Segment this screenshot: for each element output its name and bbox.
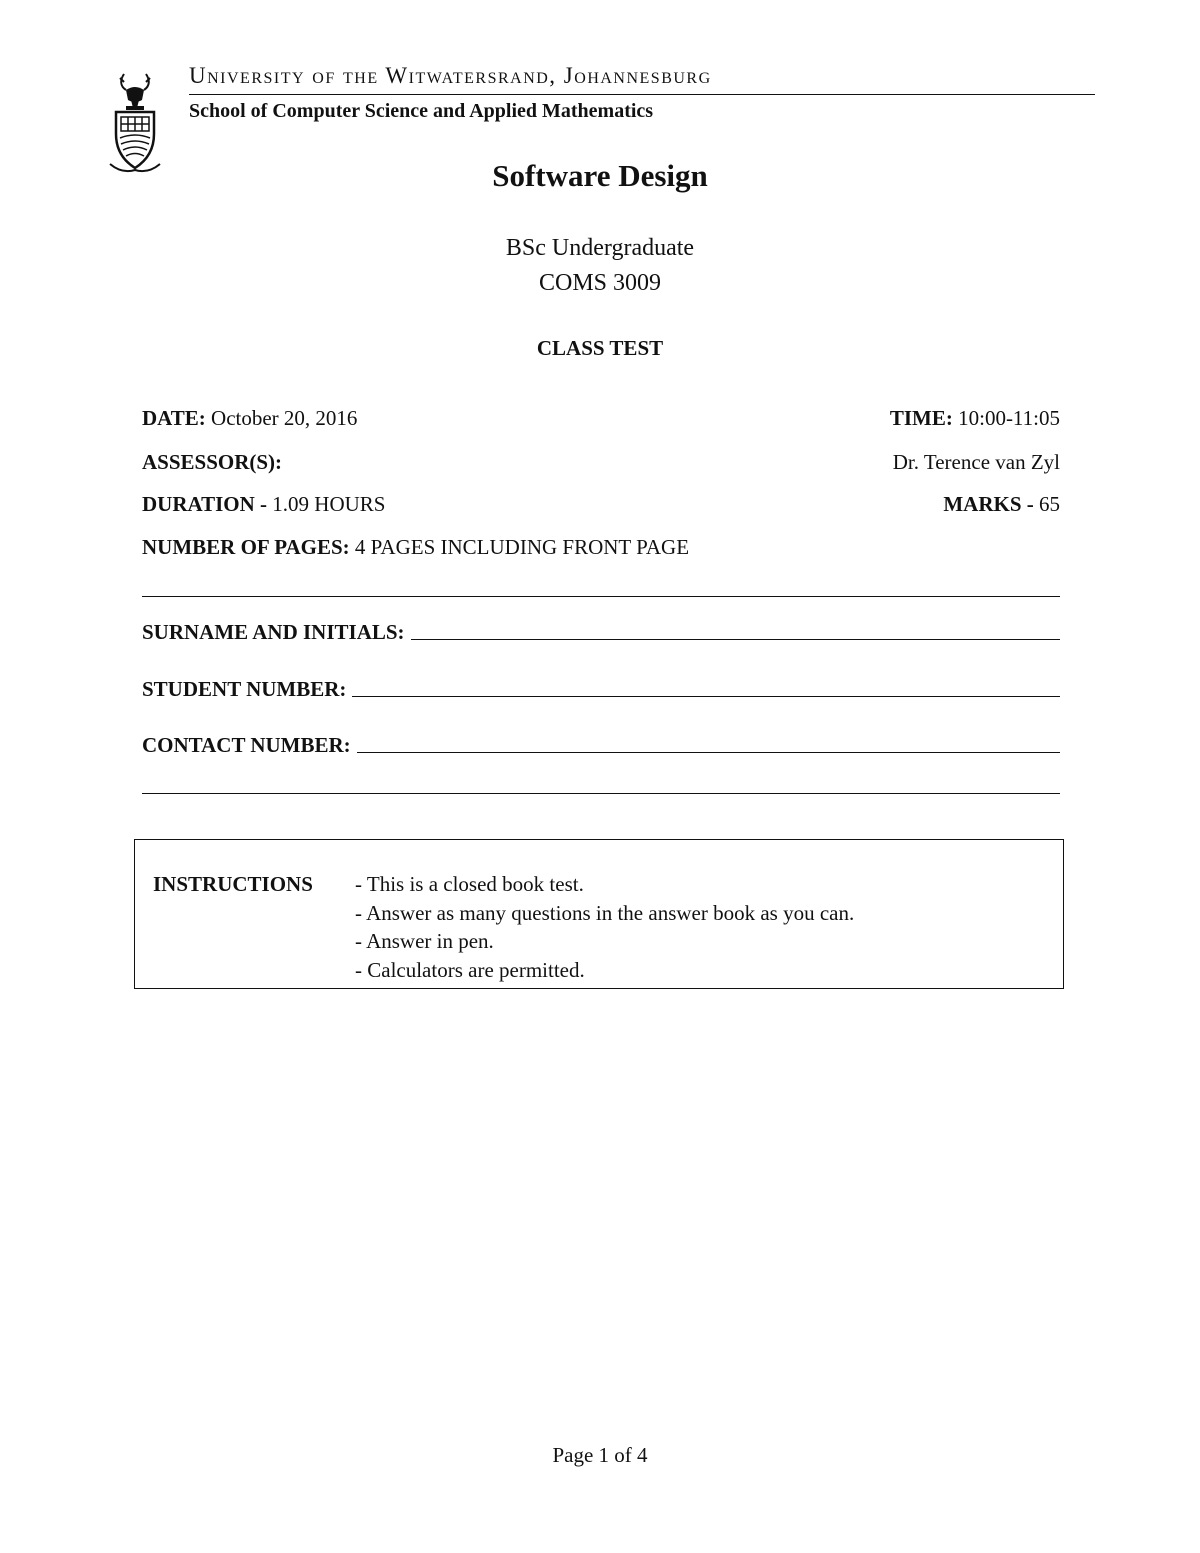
instructions-list: [355, 870, 854, 984]
student-number-field: [142, 673, 1060, 703]
assessor-row: [142, 448, 1060, 476]
pages-value: 4 PAGES INCLUDING FRONT PAGE: [354, 535, 690, 559]
school-name: School of Computer Science and Applied Mathematics: [189, 100, 654, 122]
time-label: TIME:: [889, 406, 953, 430]
pages-info: [142, 533, 689, 561]
student-number-label: STUDENT NUMBER:: [142, 677, 347, 701]
surname-write-line[interactable]: [411, 639, 1060, 640]
duration-label: DURATION -: [142, 492, 268, 516]
date-value: October 20, 2016: [211, 406, 358, 430]
date-label: DATE:: [142, 406, 206, 430]
marks-info: [943, 490, 1060, 518]
instruction-item: - Calculators are permitted.: [355, 957, 585, 982]
course-code: COMS 3009: [538, 270, 662, 296]
instructions-box: [134, 839, 1064, 989]
time-info: [890, 404, 1060, 432]
degree-level: BSc Undergraduate: [505, 235, 695, 261]
page-number: Page 1 of 4: [552, 1443, 648, 1467]
assessor-label: ASSESSOR(S):: [142, 450, 283, 474]
duration-info: [142, 490, 385, 518]
surname-field: [142, 616, 1060, 646]
date-time-row: [142, 404, 1060, 432]
duration-value: 1.09 HOURS: [272, 492, 386, 516]
time-value: 10:00-11:05: [958, 406, 1060, 430]
contact-number-write-line[interactable]: [357, 752, 1060, 753]
instructions-heading: INSTRUCTIONS: [153, 872, 313, 896]
pages-label: NUMBER OF PAGES:: [142, 535, 350, 559]
duration-marks-row: [142, 490, 1060, 518]
section-divider-bottom: [142, 793, 1060, 794]
instruction-item: - Answer as many questions in the answer book as you can.: [355, 900, 855, 925]
contact-number-label: CONTACT NUMBER:: [142, 733, 351, 757]
pages-row: [142, 533, 1060, 561]
contact-number-field: [142, 729, 1060, 759]
course-title: Software Design: [492, 158, 708, 193]
assessor-value: Dr. Terence van Zyl: [892, 450, 1060, 474]
header-rule: [189, 94, 1095, 95]
marks-label: MARKS -: [943, 492, 1034, 516]
section-divider-top: [142, 596, 1060, 597]
surname-label: SURNAME AND INITIALS:: [142, 620, 405, 644]
instruction-item: - Answer in pen.: [355, 929, 494, 953]
student-number-write-line[interactable]: [352, 696, 1060, 697]
university-name: University of the Witwatersrand, Johannesburg: [189, 63, 712, 88]
test-type: CLASS TEST: [536, 336, 664, 360]
instruction-item: - This is a closed book test.: [355, 872, 584, 896]
date-info: [142, 404, 357, 432]
marks-value: 65: [1039, 492, 1060, 516]
